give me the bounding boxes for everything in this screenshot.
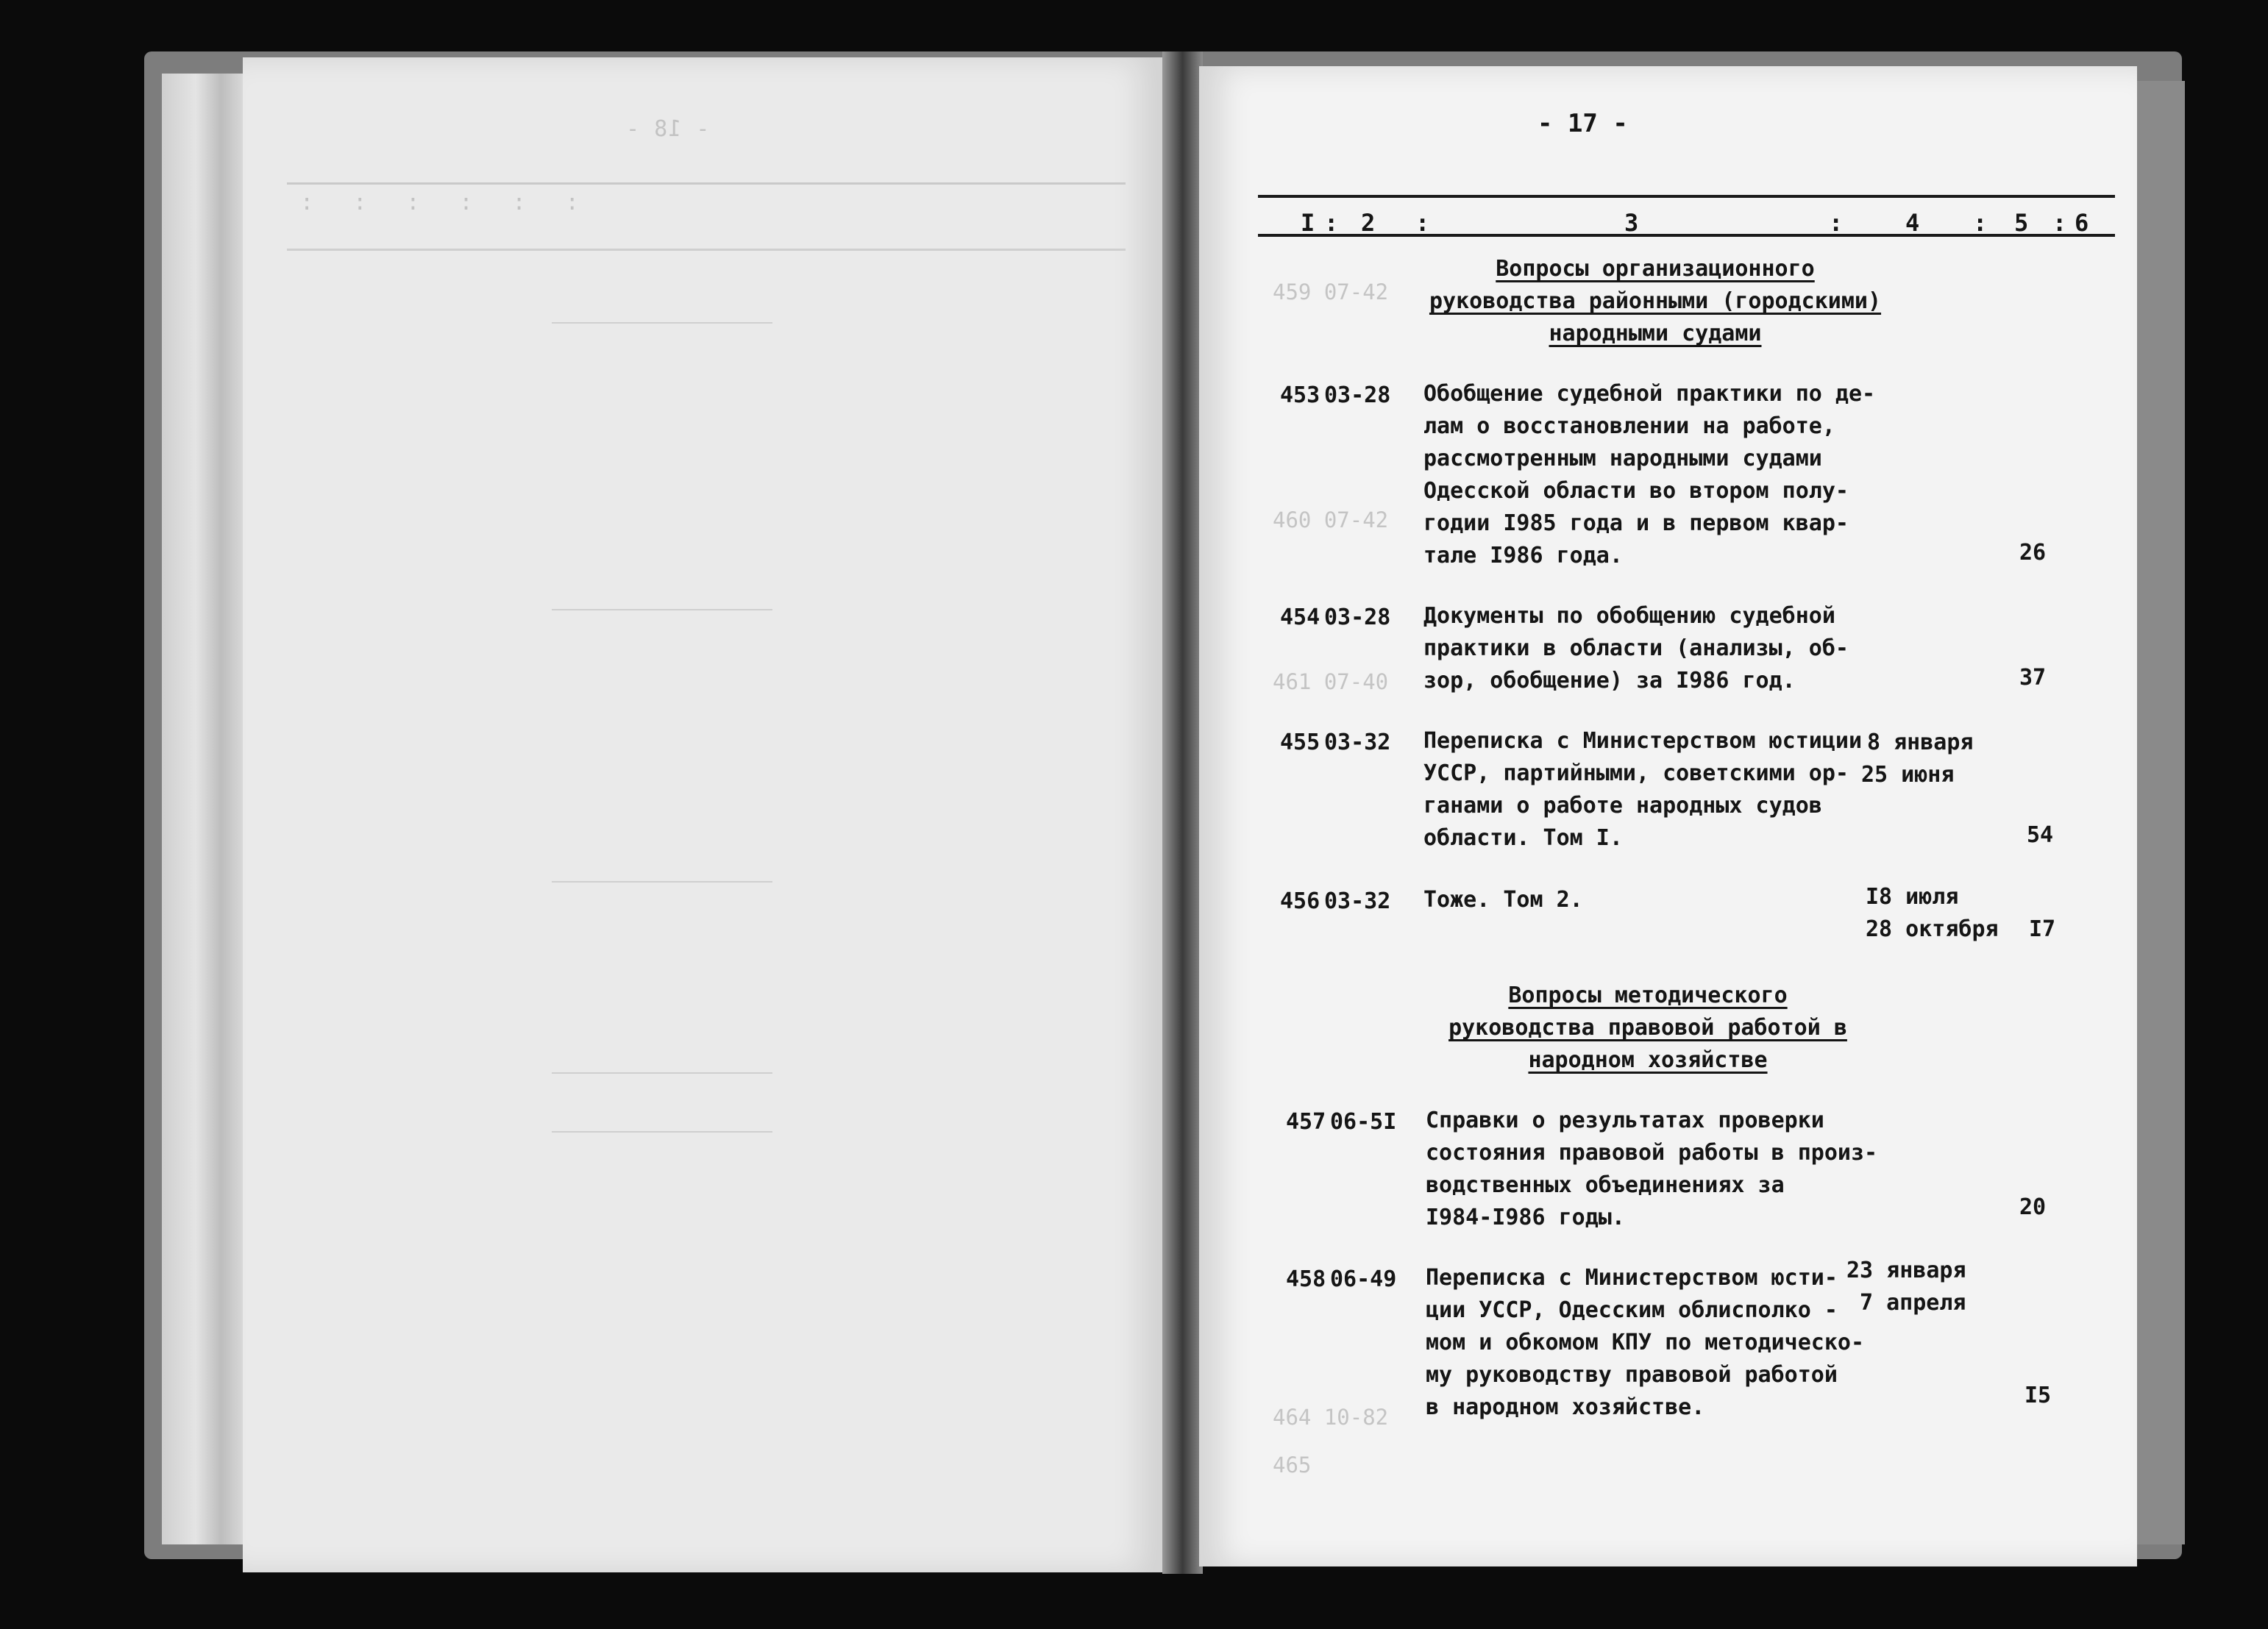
section-heading-line: руководства правовой работой в — [1448, 1015, 1847, 1041]
cover-edge — [2133, 81, 2185, 1544]
column-header: 6 — [2075, 209, 2089, 237]
column-header: 3 — [1624, 209, 1639, 237]
item-title-line: состояния правовой работы в произ- — [1426, 1140, 1878, 1166]
item-title-line: зор, обобщение) за I986 год. — [1423, 668, 1796, 694]
page-stack-edges — [162, 74, 246, 1544]
item-code: 03-32 — [1324, 888, 1391, 914]
item-title-line: годии I985 года и в первом квар- — [1423, 510, 1849, 536]
item-title-line: лам о восстановлении на работе, — [1423, 413, 1835, 439]
item-number: 457 — [1286, 1109, 1326, 1135]
item-title-line: Справки о результатах проверки — [1426, 1108, 1824, 1133]
item-code: 06-49 — [1330, 1266, 1397, 1292]
ghost-rule — [552, 609, 772, 610]
item-date-end: 28 октября — [1866, 916, 1999, 942]
section-heading-line: руководства районными (городскими) — [1429, 288, 1882, 314]
item-date-end: 7 апреля — [1860, 1290, 1966, 1316]
item-title-line: Обобщение судебной практики по де- — [1423, 381, 1876, 407]
item-number: 454 — [1280, 605, 1320, 630]
item-title-line: практики в области (анализы, об- — [1423, 635, 1849, 661]
item-title-line: в народном хозяйстве. — [1426, 1394, 1705, 1420]
section-heading-line: народными судами — [1549, 321, 1762, 346]
item-number: 455 — [1280, 730, 1320, 755]
item-sheets: 26 — [2019, 540, 2047, 566]
ghost-text: : : : : : : — [287, 190, 579, 215]
item-date-start: 8 января — [1867, 730, 1974, 755]
item-title-line: тале I986 года. — [1423, 543, 1623, 568]
item-title-line: Переписка с Министерством юсти- — [1426, 1265, 1838, 1291]
item-sheets: I5 — [2025, 1383, 2052, 1408]
book-gutter — [1162, 51, 1203, 1574]
item-title-line: мом и обкомом КПУ по методическо- — [1426, 1330, 1865, 1355]
item-title-line: Документы по обобщению судебной — [1423, 603, 1835, 629]
left-page-bleedthrough — [243, 57, 1165, 1572]
ghost-rule — [287, 182, 1126, 185]
ghost-text: 461 07-40 — [1273, 669, 1389, 694]
column-header: 2 — [1361, 209, 1376, 237]
ghost-text: - 18 - — [625, 116, 710, 142]
item-code: 03-32 — [1324, 730, 1391, 755]
ghost-text: 459 07-42 — [1273, 279, 1389, 304]
item-code: 03-28 — [1324, 382, 1391, 408]
item-sheets: 20 — [2019, 1194, 2047, 1220]
section-heading-line: народном хозяйстве — [1528, 1047, 1768, 1073]
item-date-start: 23 января — [1846, 1258, 1966, 1283]
ghost-text: 464 10-82 — [1273, 1405, 1389, 1430]
column-header: 4 — [1905, 209, 1920, 237]
item-title-line: ганами о работе народных судов — [1423, 793, 1822, 819]
column-header: 5 — [2014, 209, 2029, 237]
ghost-rule — [552, 1131, 772, 1133]
item-title-line: Тоже. Том 2. — [1423, 887, 1583, 913]
item-sheets: 54 — [2027, 822, 2054, 848]
item-title-line: Переписка с Министерством юстиции — [1423, 728, 1863, 754]
item-sheets: 37 — [2019, 665, 2047, 691]
table-top-rule — [1258, 195, 2115, 198]
column-header: I — [1301, 209, 1315, 237]
ghost-text: 465 — [1273, 1452, 1312, 1477]
item-sheets: I7 — [2029, 916, 2056, 942]
item-title-line: УССР, партийными, советскими ор- — [1423, 760, 1849, 786]
ghost-rule — [287, 249, 1126, 251]
section-heading-line: Вопросы методического — [1508, 983, 1788, 1008]
item-date-end: 25 июня — [1861, 762, 1955, 788]
ghost-rule — [552, 322, 772, 324]
item-code: 03-28 — [1324, 605, 1391, 630]
item-number: 458 — [1286, 1266, 1326, 1292]
item-title-line: рассмотренным народными судами — [1423, 446, 1822, 471]
section-heading-line: Вопросы организационного — [1496, 256, 1815, 282]
ghost-rule — [552, 1072, 772, 1074]
item-number: 456 — [1280, 888, 1320, 914]
ghost-rule — [552, 881, 772, 883]
page-number: - 17 - — [1538, 109, 1628, 138]
item-title-line: му руководству правовой работой — [1426, 1362, 1838, 1388]
item-title-line: области. Том I. — [1423, 825, 1623, 851]
ghost-text: 460 07-42 — [1273, 507, 1389, 532]
item-title-line: ции УССР, Одесским облисполко - — [1426, 1297, 1838, 1323]
item-date-start: I8 июля — [1866, 884, 1959, 910]
item-title-line: Одесской области во втором полу- — [1423, 478, 1849, 504]
item-code: 06-5I — [1330, 1109, 1397, 1135]
item-title-line: I984-I986 годы. — [1426, 1205, 1625, 1230]
item-title-line: водственных объединениях за — [1426, 1172, 1785, 1198]
item-number: 453 — [1280, 382, 1320, 408]
